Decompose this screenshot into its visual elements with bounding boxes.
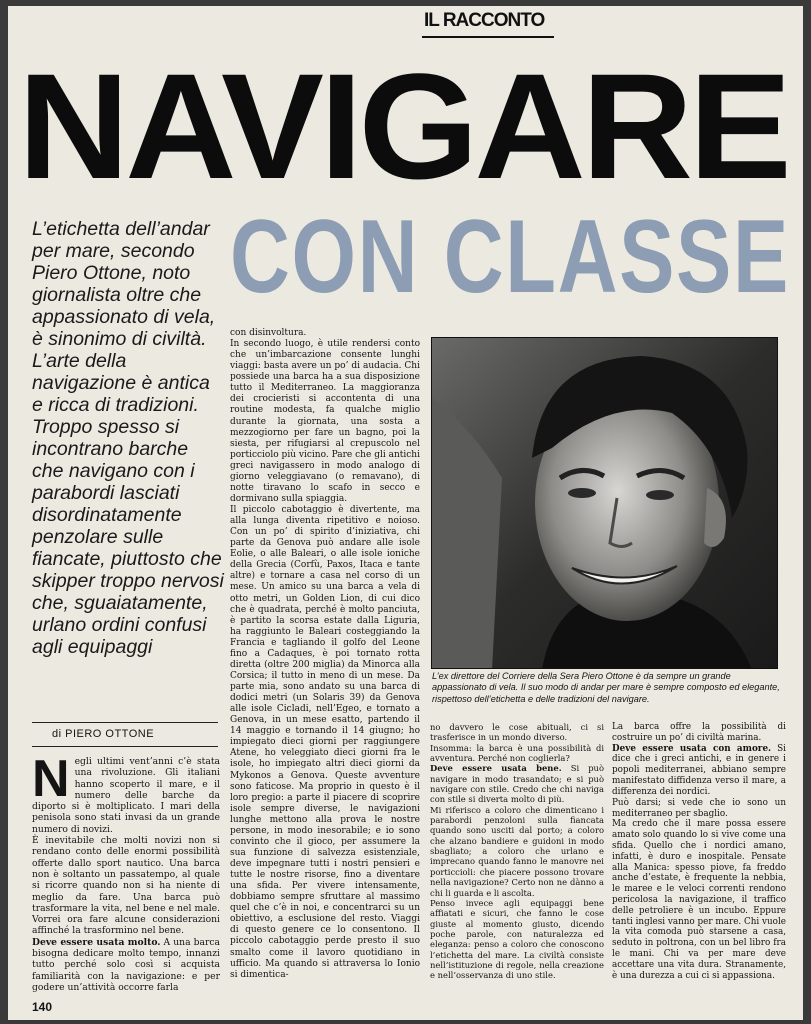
col1-p2: È inevitabile che molti novizi non si rendano conto delle enormi possibilità offerte dallo sport nautico. Una barca non è soltanto un passatempo, al quale si ricorre quando non si ha niente di meglio da fare. Una barca può trasformare la vita, nel bene e nel male. Vorrei ora fare alcune considerazioni affinché la trasformino nel bene. (32, 835, 220, 937)
col2-p1: con disinvoltura. (230, 328, 307, 338)
article-column-3 (430, 722, 604, 981)
col4-bold-lead: Deve essere usata con amore. (612, 743, 772, 754)
col1-p3: A una barca bisogna dedicare molto tempo, innanzi tutto perché solo così si acquista familiarità con la navigazione: e per godere un’attività occorre farla (32, 936, 220, 993)
col3-p5: Penso invece agli equipaggi bene affiatati e sicuri, che fanno le cose giuste al momento giusto, dicendo poche parole, con naturalezza ed eleganza: penso a coloro che conoscono l’etichetta del mare. La civiltà consiste nell’istituzione di regole, nella creazione e nell’osservanza di uno stile. (430, 897, 604, 981)
article-column-4 (612, 722, 786, 982)
drop-cap: N (32, 750, 70, 808)
kicker-underline (422, 36, 554, 38)
headline: NAVIGARE (18, 42, 788, 210)
col3-p1: no davvero le cose abituali, ci si trasferisce in un mondo diverso. (430, 722, 604, 743)
portrait-illustration (432, 338, 778, 669)
byline-rule-bottom (32, 746, 218, 747)
col2-p3: Il piccolo cabotaggio è divertente, ma alla lunga diventa ripetitivo e noioso. Con un po’ di spirito d’iniziativa, chi parte da Genova può andare alle isole Eolie, o alle Baleari, o alle isole ioniche della Grecia (Corfù, Paxos, Itaca e tante altre) e tornare a casa nel corso di un mese. Un amico su una barca a vela di otto metri, un Golden Lion, di cui dico che è quadrata, perché è molto panciuta, è partito la scorsa estate dalla Liguria, ha raggiunto le Baleari costeggiando la Francia e tagliando il golfo del Leone fino a Cadaques, è poi tornato rotta diretta (oltre 200 miglia) da Minorca alla Corsica; il tutto in meno di un mese. Da parte mia, sono andato su una barca di dodici metri (un Solaris 39) da Genova alle isole Cicladi, nell’Egeo, e tornato a Genova, in un mese esatto, partendo il 14 maggio e tornando il 14 giugno; ho impiegato dieci giorni per raggiungere Atene, ho veleggiato dieci giorni fra le isole, ho impiegato altri dieci giorni da Mykonos a Genova. Queste avventure sono faticose. Ma proprio in questo è il loro pregio: a parte il piacere di scoprire isole sempre diverse, le navigazioni lunghe mettono alla prova le nostre persone, in modo inesorabile; e io sono convinto che il gioco, per assumere la sua funzione di salvezza esistenziale, deve impegnare tutti i nostri pensieri e tutte le nostre risorse, fino a diventare una sfida. Per vivere intensamente, dobbiamo sempre sfruttare al massimo quel che c’è in noi, e concentrarci su un obiettivo, a esclusione del resto. Viaggi di questo genere ce lo consentono. Il piccolo cabotaggio perde presto il suo smalto come il lavoro quotidiano in ufficio. Ma quando si attraversa lo Ionio si dimentica- (230, 505, 420, 980)
col4-p2: Si dice che i greci antichi, e in genere i popoli mediterranei, abbiano sempre manifestato diffidenza verso il mare, a differenza dei nordici. (612, 743, 786, 797)
section-kicker: IL RACCONTO (424, 10, 545, 31)
subheadline: CON CLASSE (230, 199, 790, 315)
magazine-page (8, 6, 803, 1020)
col3-p4: Mi riferisco a coloro che dimenticano i parabordi penzoloni sulla fiancata quando sono usciti dal porto; a coloro che alzano bandiere e guidoni in modo sbagliato; a coloro che urlano e imprecano quando fanno le manovre nei porticcioli: che piacere possono trovare nella navigazione? Certo non ne dànno a chi li guarda e li ascolta. (430, 804, 604, 898)
portrait-photo (431, 337, 778, 669)
col3-bold-lead: Deve essere usata bene. (430, 763, 562, 774)
article-column-2 (230, 328, 420, 981)
col1-bold-lead: Deve essere usata molto. (32, 936, 161, 948)
byline: di PIERO OTTONE (52, 728, 155, 740)
article-column-1 (32, 750, 220, 993)
photo-caption: L’ex direttore del Corriere della Sera Piero Ottone è da sempre un grande appassionato di vela. Il suo modo di andar per mare è sempre composto ed elegante, rispettoso dell’etichetta e delle tradizioni del navigare. (432, 671, 780, 704)
standfirst: L’etichetta dell’andar per mare, secondo Piero Ottone, noto giornalista oltre che appassionato di vela, è sinonimo di civiltà. L’arte della navigazione è antica e ricca di tradizioni. Troppo spesso si incontrano barche che navigano con i parabordi lasciati disordinatamente penzolare sulle fiancate, piuttosto che skipper troppo nervosi che, sguaiatamente, urlano ordini confusi agli equipaggi (32, 218, 224, 658)
col4-p4: Ma credo che il mare possa essere amato solo quando lo si vive come una sfida. Quello che i nordici amano, infatti, è duro e inospitale. Pensate alla Manica: spesso piove, fa freddo anche d’estate, è frequente la nebbia, le maree e le veloci correnti rendono pericolosa la navigazione, il traffico delle petroliere è un incubo. Eppure tanti inglesi vanno per mare. Chi vuole la vita comoda può starsene a casa, seduto in poltrona, con un bel libro fra le mani. Chi va per mare deve accettare una vita dura. Stranamente, è una durezza a cui ci si appassiona. (612, 819, 786, 981)
col3-p2: Insomma: la barca è una possibilità di avventura. Perché non coglierla? (430, 742, 604, 764)
byline-rule-top (32, 722, 218, 723)
page-number: 140 (32, 1000, 53, 1014)
col4-p1: La barca offre la possibilità di costruire un po’ di civiltà marina. (612, 722, 786, 743)
col2-p2: In secondo luogo, è utile rendersi conto che un’imbarcazione consente lunghi viaggi: basta avere un po’ di audacia. Chi possiede una barca ha a sua disposizione tutto il Mediterraneo. La maggioranza dei crocieristi si accontenta di una routine modesta, fa qualche miglio durante la giornata, una sosta a mezzogiorno per fare un bagno, poi la siesta, per rifugiarsi al crepuscolo nel porticciolo più vicino. Pare che gli antichi greci navigassero in modo analogo di giorno veleggiavano (o remavano), di notte tiravano lo scafo in secco e dormivano sulla spiaggia. (230, 339, 420, 504)
col3-p3: Si può navigare in modo trasandato; e si può navigare con stile. Credo che chi naviga con stile si diverta molto di più. (430, 763, 604, 805)
col4-p3: Può darsi; si vede che io sono un mediterraneo per sbaglio. (612, 797, 786, 819)
col1-p1: egli ultimi vent’anni c’è stata una rivoluzione. Gli italiani hanno scoperto il mare, e il numero delle barche da diporto si è moltiplicato. I mari della penisola sono stati invasi da un grande numero di novizi. (32, 756, 220, 835)
